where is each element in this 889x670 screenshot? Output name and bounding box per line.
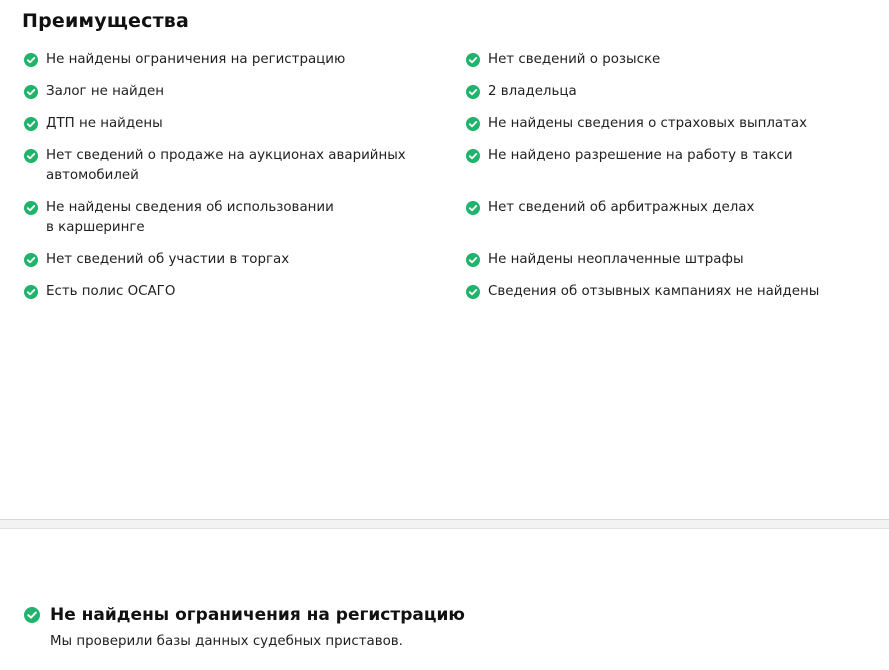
detail-description: Мы проверили базы данных судебных приставов. — [50, 634, 403, 649]
section-separator-band — [0, 520, 889, 528]
advantage-item[interactable] — [24, 282, 466, 314]
advantages-left-column — [24, 50, 466, 314]
advantage-item[interactable] — [24, 146, 466, 198]
check-circle-icon — [466, 285, 480, 299]
advantage-item[interactable] — [466, 282, 884, 314]
detail-header — [24, 605, 465, 625]
check-circle-icon — [466, 149, 480, 163]
advantages-right-column — [466, 50, 884, 314]
advantage-item[interactable] — [24, 50, 466, 82]
advantage-label: Нет сведений о розыске — [488, 52, 661, 67]
advantages-grid — [24, 50, 884, 314]
check-circle-icon — [24, 149, 38, 163]
advantage-label: Не найдены сведения о страховых выплатах — [488, 116, 808, 131]
advantage-label: Нет сведений об арбитражных делах — [488, 200, 755, 215]
advantage-item[interactable] — [24, 250, 466, 282]
advantage-label: Нет сведений о продаже на аукционах аварийных автомобилей — [46, 148, 406, 183]
advantage-item[interactable] — [466, 50, 884, 82]
advantage-label: Не найдены ограничения на регистрацию — [46, 52, 346, 67]
advantage-item[interactable] — [466, 198, 884, 250]
advantage-item[interactable] — [24, 198, 466, 250]
check-circle-icon — [466, 253, 480, 267]
advantage-item[interactable] — [466, 82, 884, 114]
check-circle-icon — [24, 85, 38, 99]
advantage-item[interactable] — [466, 250, 884, 282]
check-circle-icon — [24, 53, 38, 67]
advantage-label: ДТП не найдены — [46, 116, 163, 131]
advantage-label: Не найдены сведения об использовании в каршеринге — [46, 200, 334, 235]
check-circle-icon — [466, 201, 480, 215]
check-circle-icon — [24, 285, 38, 299]
advantage-label: Залог не найден — [46, 84, 164, 99]
advantage-item[interactable] — [466, 146, 884, 198]
check-circle-icon — [24, 607, 40, 623]
detail-block — [24, 605, 465, 649]
advantage-item[interactable] — [24, 114, 466, 146]
advantage-label: Есть полис ОСАГО — [46, 284, 176, 299]
check-circle-icon — [24, 201, 38, 215]
check-circle-icon — [466, 85, 480, 99]
section-separator-line — [0, 528, 889, 529]
check-circle-icon — [466, 53, 480, 67]
section-title: Преимущества — [22, 10, 190, 32]
detail-title: Не найдены ограничения на регистрацию — [50, 605, 465, 625]
advantage-label: Не найдено разрешение на работу в такси — [488, 148, 793, 163]
check-circle-icon — [466, 117, 480, 131]
advantage-label: Сведения об отзывных кампаниях не найдены — [488, 284, 820, 299]
advantage-item[interactable] — [466, 114, 884, 146]
check-circle-icon — [24, 117, 38, 131]
advantage-label: 2 владельца — [488, 84, 577, 99]
advantage-label: Не найдены неоплаченные штрафы — [488, 252, 744, 267]
advantage-item[interactable] — [24, 82, 466, 114]
check-circle-icon — [24, 253, 38, 267]
advantage-label: Нет сведений об участии в торгах — [46, 252, 290, 267]
